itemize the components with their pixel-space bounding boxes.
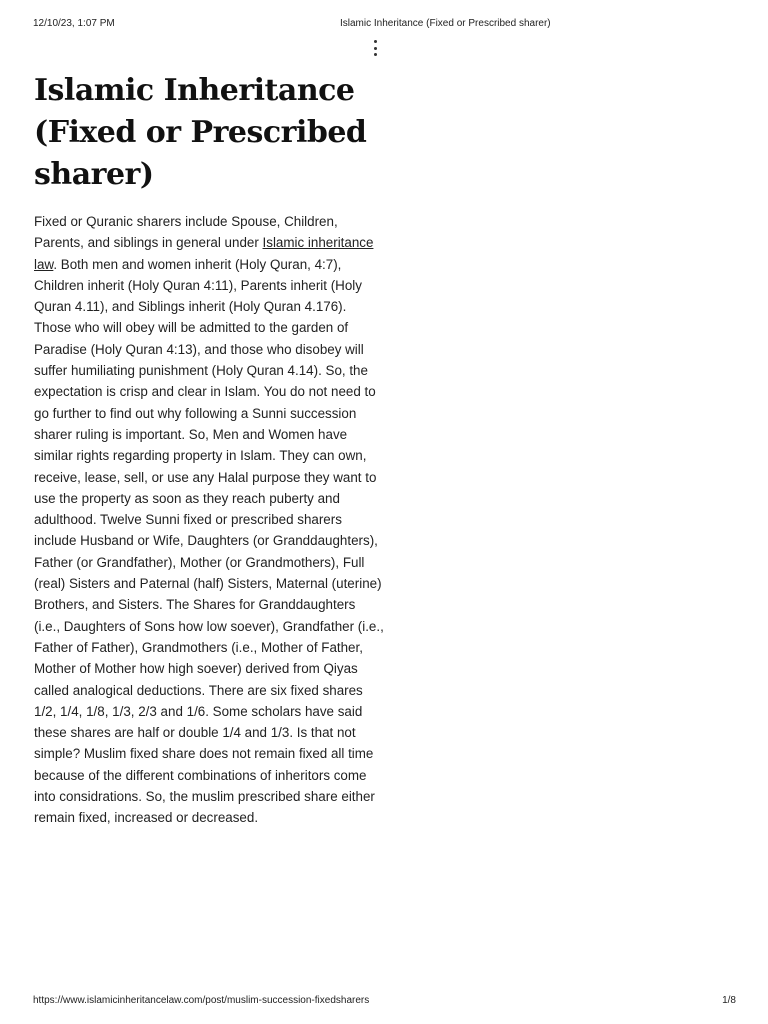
menu-dot — [374, 53, 377, 56]
article-body — [34, 211, 384, 829]
print-page-url: https://www.islamicinheritancelaw.com/post/muslim-succession-fixedsharers — [33, 995, 370, 1006]
print-page-number: 1/8 — [722, 995, 736, 1006]
print-header — [0, 18, 768, 32]
more-vertical-icon[interactable] — [372, 40, 378, 56]
menu-dot — [374, 47, 377, 50]
article-body-text-end: . Both men and women inherit (Holy Quran, 4:7), Children inherit (Holy Quran 4:11), Parents inherit (Holy Quran 4.11), and Siblings inherit (Holy Quran 4.176). Those who will obey will be admitted to the garden of Paradise (Holy Quran 4:13), and those who disobey will suffer humiliating punishment (Holy Quran 4.14). So, the expectation is crisp and clear in Islam. You do not need to go further to find out why following a Sunni succession sharer ruling is important. So, Men and Women have similar rights regarding property in Islam. They can own, receive, lease, sell, or use any Halal purpose they want to use the property as soon as they reach puberty and adulthood. Twelve Sunni fixed or prescribed sharers include Husband or Wife, Daughters (or Granddaughters), Father (or Grandfather), Mother (or Grandmothers), Full (real) Sisters and Paternal (half) Sisters, Maternal (uterine) Brothers, and Sisters. The Shares for Granddaughters (i.e., Daughters of Sons how low soever), Grandfather (i.e., Father of Father), Grandmothers (i.e., Mother of Father, Mother of Mother how high soever) derived from Qiyas called analogical deductions. There are six fixed shares 1/2, 1/4, 1/8, 1/3, 2/3 and 1/6. Some scholars have said these shares are half or double 1/4 and 1/3. Is that not simple? Muslim fixed share does not remain fixed all time because of the different combinations of inheritors come into considrations. So, the muslim prescribed share either remain fixed, increased or decreased. — [34, 256, 384, 826]
article-title: Islamic Inheritance (Fixed or Prescribed sharer) — [34, 73, 367, 192]
article-body-text-start: Fixed or Quranic sharers include Spouse, Children, Parents, and siblings in general under — [34, 214, 338, 251]
print-footer — [0, 995, 768, 1009]
menu-dot — [374, 40, 377, 43]
print-datetime: 12/10/23, 1:07 PM — [33, 18, 115, 29]
print-document-title: Islamic Inheritance (Fixed or Prescribed sharer) — [340, 18, 551, 29]
islamic-inheritance-law-link[interactable]: Islamic inheritance law — [34, 235, 374, 272]
